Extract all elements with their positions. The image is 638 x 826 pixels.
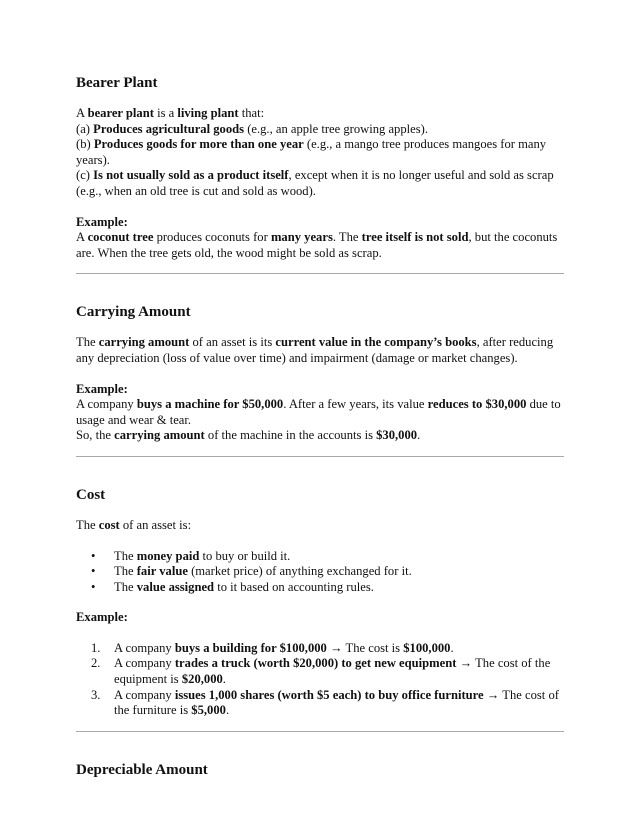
bold-text: Produces agricultural goods bbox=[93, 121, 245, 136]
list-item-text: The fair value (market price) of anything exchanged for it. bbox=[114, 564, 412, 579]
bold-text: tree itself is not sold bbox=[361, 230, 469, 245]
bullet-glyph: • bbox=[91, 564, 96, 579]
section-heading: Bearer Plant bbox=[76, 75, 158, 91]
list-item bbox=[76, 688, 563, 719]
section-bearer-plant bbox=[76, 74, 563, 261]
list-item bbox=[76, 564, 563, 580]
bold-text: trades a truck (worth $20,000) to get new equipment bbox=[174, 656, 457, 671]
bold-text: current value in the company’s books bbox=[275, 335, 477, 350]
example-label: Example: bbox=[76, 214, 128, 229]
example-label: Example: bbox=[76, 381, 128, 396]
cost-bullet-list bbox=[76, 549, 563, 596]
list-number: 1. bbox=[91, 640, 101, 655]
bold-text: Produces goods for more than one year bbox=[93, 137, 304, 152]
section-cost bbox=[76, 486, 563, 719]
example-paragraph: A company buys a machine for $50,000. After a few years, its value reduces to $30,000 due to usage and wear & tear. bbox=[76, 397, 561, 427]
bold-text: bearer plant bbox=[87, 106, 154, 120]
bold-text: value assigned bbox=[136, 579, 215, 594]
definition-paragraph: The cost of an asset is: bbox=[76, 517, 192, 532]
definition-paragraph: A bearer plant is a living plant that: bbox=[76, 106, 265, 120]
bold-text: buys a building for $100,000 bbox=[174, 640, 327, 655]
bullet-glyph: • bbox=[91, 548, 96, 563]
bold-text: cost bbox=[98, 517, 120, 532]
list-number: 2. bbox=[91, 656, 101, 671]
section-depreciable-amount bbox=[76, 761, 563, 779]
section-heading: Carrying Amount bbox=[76, 304, 191, 321]
document-content bbox=[76, 74, 563, 779]
list-item-text: The money paid to buy or build it. bbox=[114, 548, 291, 563]
section-carrying-amount bbox=[76, 303, 563, 444]
bullet-glyph: • bbox=[91, 579, 96, 594]
list-item-text: A company issues 1,000 shares (worth $5 each) to buy office furniture → The cost of the furniture is $5,000. bbox=[114, 687, 559, 718]
bold-text: Is not usually sold as a product itself bbox=[93, 168, 289, 183]
bold-text: living plant bbox=[177, 106, 239, 120]
list-number: 3. bbox=[91, 687, 101, 702]
bold-text: $20,000 bbox=[181, 672, 223, 687]
list-item bbox=[76, 641, 563, 657]
example-label: Example: bbox=[76, 610, 128, 625]
list-item bbox=[76, 549, 563, 565]
bold-text: $30,000 bbox=[376, 428, 418, 443]
bold-text: buys a machine for $50,000 bbox=[136, 397, 284, 412]
list-item-text: The value assigned to it based on accounting rules. bbox=[114, 579, 374, 594]
section-heading: Depreciable Amount bbox=[76, 761, 208, 778]
bold-text: many years bbox=[270, 230, 333, 245]
bold-text: issues 1,000 shares (worth $5 each) to buy office furniture bbox=[174, 687, 484, 702]
definition-item: (c) Is not usually sold as a product itself, except when it is no longer useful and sold as scrap (e.g., when an old tree is cut and sold as wood). bbox=[76, 168, 554, 198]
section-heading: Cost bbox=[76, 486, 106, 503]
list-item-text: A company trades a truck (worth $20,000) to get new equipment → The cost of the equipment is $20,000. bbox=[114, 656, 551, 687]
bold-text: $5,000 bbox=[191, 703, 226, 718]
definition-item: (a) Produces agricultural goods (e.g., an apple tree growing apples). bbox=[76, 121, 428, 136]
bold-text: reduces to $30,000 bbox=[427, 397, 527, 412]
list-item bbox=[76, 580, 563, 596]
example-paragraph: So, the carrying amount of the machine in the accounts is $30,000. bbox=[76, 428, 421, 443]
bold-text: carrying amount bbox=[98, 335, 190, 350]
list-item bbox=[76, 656, 563, 687]
cost-example-list bbox=[76, 641, 563, 719]
bold-text: carrying amount bbox=[114, 428, 205, 443]
definition-item: (b) Produces goods for more than one year (e.g., a mango tree produces mangoes for many years). bbox=[76, 137, 547, 167]
definition-paragraph: The carrying amount of an asset is its current value in the company’s books, after reducing any depreciation (loss of value over time) and impairment (damage or market changes). bbox=[76, 335, 554, 365]
example-paragraph: A coconut tree produces coconuts for many years. The tree itself is not sold, but the coconuts are. When the tree gets old, the wood might be sold as scrap. bbox=[76, 230, 558, 260]
list-item-text: A company buys a building for $100,000 → The cost is $100,000. bbox=[114, 640, 454, 655]
bold-text: money paid bbox=[136, 548, 200, 563]
bold-text: $100,000 bbox=[403, 640, 451, 655]
bold-text: fair value bbox=[136, 564, 188, 579]
bold-text: coconut tree bbox=[87, 230, 154, 245]
